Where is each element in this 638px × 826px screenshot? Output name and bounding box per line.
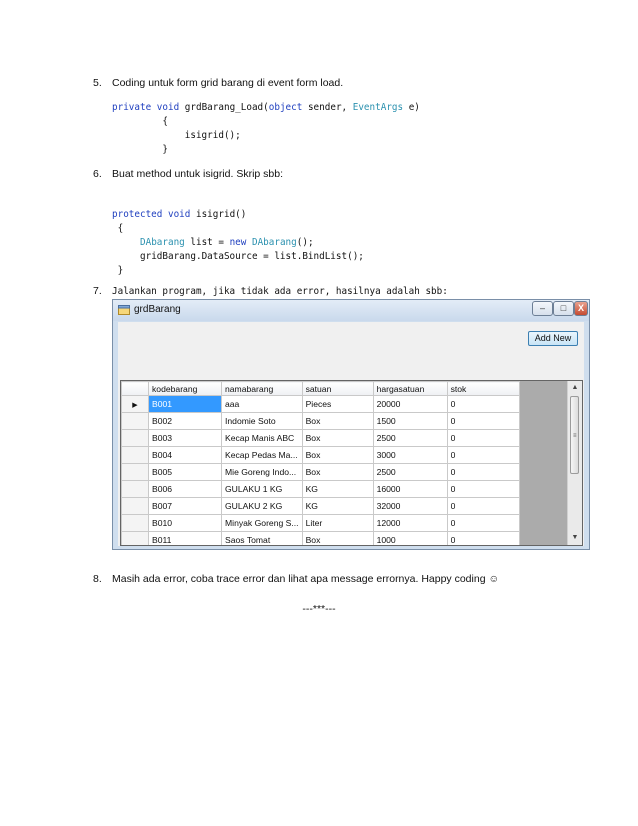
cell-satuan[interactable]: Box — [302, 430, 373, 447]
code-keyword: new — [229, 237, 247, 248]
cell-stok[interactable]: 0 — [447, 413, 519, 430]
step-number: 5. — [93, 77, 102, 89]
current-row-arrow-icon: ▶ — [132, 402, 138, 409]
scroll-down-arrow-icon[interactable]: ▼ — [571, 534, 579, 541]
cell-namabarang[interactable]: Kecap Pedas Ma... — [222, 447, 303, 464]
table-row[interactable] — [122, 447, 520, 464]
cell-hargasatuan[interactable]: 2500 — [373, 464, 447, 481]
column-header-hargasatuan[interactable]: hargasatuan — [373, 382, 447, 396]
cell-stok[interactable]: 0 — [447, 481, 519, 498]
row-header[interactable] — [122, 413, 149, 430]
window-client-area — [118, 322, 584, 546]
step-number: 7. — [93, 285, 102, 297]
cell-kodebarang[interactable]: B004 — [149, 447, 222, 464]
code-text: sender, — [302, 102, 353, 113]
code-text: isigrid(); — [184, 130, 241, 141]
code-text: e) — [403, 102, 420, 113]
cell-namabarang[interactable]: GULAKU 1 KG — [222, 481, 303, 498]
close-button[interactable]: X — [574, 301, 588, 316]
cell-satuan[interactable]: KG — [302, 498, 373, 515]
code-brace: { — [162, 116, 168, 127]
code-keyword: object — [268, 102, 303, 113]
cell-namabarang[interactable]: Mie Goreng Indo... — [222, 464, 303, 481]
cell-stok[interactable]: 0 — [447, 430, 519, 447]
scroll-up-arrow-icon[interactable]: ▲ — [571, 384, 579, 391]
cell-satuan[interactable]: Box — [302, 447, 373, 464]
maximize-button[interactable]: □ — [553, 301, 574, 316]
code-keyword: void — [167, 209, 191, 220]
app-icon — [118, 304, 130, 315]
cell-namabarang[interactable]: GULAKU 2 KG — [222, 498, 303, 515]
column-header-satuan[interactable]: satuan — [302, 382, 373, 396]
cell-hargasatuan[interactable]: 20000 — [373, 396, 447, 413]
code-type: DAbarang — [251, 237, 297, 248]
cell-hargasatuan[interactable]: 16000 — [373, 481, 447, 498]
step-text: Buat method untuk isigrid. Skrip sbb: — [112, 168, 284, 180]
cell-kodebarang[interactable]: B007 — [149, 498, 222, 515]
cell-hargasatuan[interactable]: 3000 — [373, 447, 447, 464]
cell-namabarang[interactable]: Indomie Soto — [222, 413, 303, 430]
table-row[interactable] — [122, 430, 520, 447]
table-row[interactable] — [122, 396, 520, 413]
cell-satuan[interactable]: KG — [302, 481, 373, 498]
table-row[interactable] — [122, 532, 520, 547]
code-keyword: protected — [112, 209, 163, 220]
code-keyword: void — [156, 102, 180, 113]
row-header[interactable] — [122, 396, 149, 413]
column-header-stok[interactable]: stok — [447, 382, 519, 396]
cell-satuan[interactable]: Pieces — [302, 396, 373, 413]
window-titlebar[interactable] — [113, 300, 589, 321]
column-header-kodebarang[interactable]: kodebarang — [149, 382, 222, 396]
cell-kodebarang[interactable]: B005 — [149, 464, 222, 481]
cell-kodebarang[interactable]: B006 — [149, 481, 222, 498]
cell-stok[interactable]: 0 — [447, 498, 519, 515]
table-row[interactable] — [122, 515, 520, 532]
code-type: EventArgs — [352, 102, 404, 113]
cell-satuan[interactable]: Liter — [302, 515, 373, 532]
cell-stok[interactable]: 0 — [447, 447, 519, 464]
row-header[interactable] — [122, 464, 149, 481]
row-header[interactable] — [122, 430, 149, 447]
cell-namabarang[interactable]: Minyak Goreng S... — [222, 515, 303, 532]
cell-namabarang[interactable]: aaa — [222, 396, 303, 413]
grid-header-row — [122, 382, 520, 396]
cell-satuan[interactable]: Box — [302, 464, 373, 481]
row-header-corner — [122, 382, 149, 396]
code-text: grdBarang_Load( — [184, 102, 269, 113]
code-brace: } — [117, 265, 124, 276]
cell-hargasatuan[interactable]: 12000 — [373, 515, 447, 532]
row-header[interactable] — [122, 515, 149, 532]
cell-namabarang[interactable]: Kecap Manis ABC — [222, 430, 303, 447]
cell-hargasatuan[interactable]: 32000 — [373, 498, 447, 515]
cell-kodebarang[interactable]: B010 — [149, 515, 222, 532]
grid-table — [121, 381, 520, 546]
row-header[interactable] — [122, 447, 149, 464]
cell-kodebarang[interactable]: B002 — [149, 413, 222, 430]
cell-hargasatuan[interactable]: 2500 — [373, 430, 447, 447]
cell-stok[interactable]: 0 — [447, 515, 519, 532]
cell-kodebarang[interactable]: B011 — [149, 532, 222, 547]
step-text: Masih ada error, coba trace error dan lihat apa message errornya. Happy coding ☺ — [112, 573, 500, 585]
add-new-button[interactable]: Add New — [528, 331, 578, 346]
cell-satuan[interactable]: Box — [302, 413, 373, 430]
row-header[interactable] — [122, 498, 149, 515]
cell-satuan[interactable]: Box — [302, 532, 373, 547]
code-brace: { — [117, 223, 124, 234]
code-text: list = — [184, 237, 230, 248]
cell-kodebarang[interactable]: B001 — [149, 396, 222, 413]
grdbarang-window — [112, 299, 590, 550]
code-brace: } — [162, 144, 168, 155]
table-row[interactable] — [122, 498, 520, 515]
cell-kodebarang[interactable]: B003 — [149, 430, 222, 447]
step-text: Coding untuk form grid barang di event form load. — [112, 77, 344, 89]
cell-hargasatuan[interactable]: 1000 — [373, 532, 447, 547]
vertical-scrollbar[interactable] — [567, 381, 582, 545]
code-text: gridBarang.DataSource = list.BindList(); — [140, 251, 364, 262]
grip-icon: ≡ — [573, 433, 577, 439]
footer-separator: ---***--- — [302, 603, 336, 615]
minimize-button[interactable]: – — [532, 301, 553, 316]
code-text: isigrid() — [195, 209, 247, 220]
code-keyword: private — [112, 102, 152, 113]
cell-stok[interactable]: 0 — [447, 532, 519, 547]
step-number: 8. — [93, 573, 102, 585]
row-header[interactable] — [122, 481, 149, 498]
table-row[interactable] — [122, 413, 520, 430]
row-header[interactable] — [122, 532, 149, 547]
code-type: DAbarang — [140, 237, 185, 248]
column-header-namabarang[interactable]: namabarang — [222, 382, 303, 396]
code-text: (); — [296, 237, 314, 248]
table-row[interactable] — [122, 464, 520, 481]
cell-namabarang[interactable]: Saos Tomat — [222, 532, 303, 547]
data-grid[interactable] — [120, 380, 583, 546]
step-text: Jalankan program, jika tidak ada error, hasilnya adalah sbb: — [112, 286, 448, 297]
window-title: grdBarang — [134, 304, 181, 315]
code-block-isigrid — [112, 208, 364, 278]
table-row[interactable] — [122, 481, 520, 498]
code-block-form-load — [112, 101, 420, 157]
cell-stok[interactable]: 0 — [447, 464, 519, 481]
scroll-thumb[interactable] — [570, 396, 579, 474]
cell-stok[interactable]: 0 — [447, 396, 519, 413]
step-number: 6. — [93, 168, 102, 180]
cell-hargasatuan[interactable]: 1500 — [373, 413, 447, 430]
